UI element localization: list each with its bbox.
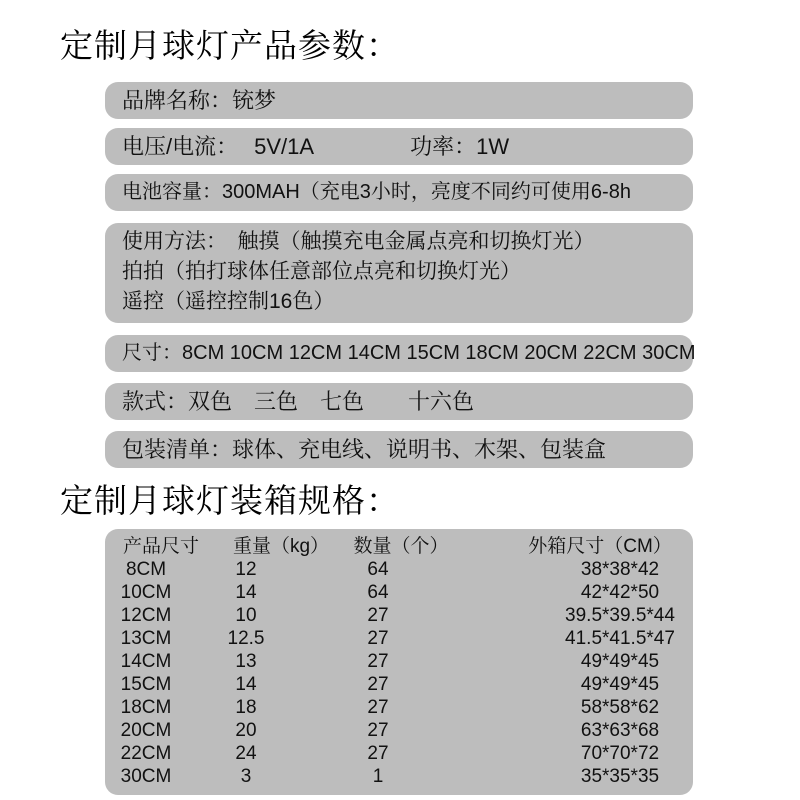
table-row bbox=[105, 673, 693, 696]
cell-quantity: 27 bbox=[367, 674, 389, 695]
cell-product-size: 12CM bbox=[120, 605, 172, 626]
cell-box-size: 38*38*42 bbox=[580, 559, 660, 580]
table-row bbox=[105, 742, 693, 765]
cell-box-size: 42*42*50 bbox=[580, 582, 660, 603]
cell-box-size: 58*58*62 bbox=[580, 697, 660, 718]
spec-bar-sizes bbox=[105, 335, 696, 372]
spec-bar-package bbox=[105, 431, 693, 468]
cell-weight: 14 bbox=[235, 674, 257, 695]
cell-product-size: 30CM bbox=[120, 766, 172, 787]
cell-product-size: 20CM bbox=[120, 720, 172, 741]
voltage-value: 5V/1A bbox=[254, 134, 315, 159]
power-value: 1W bbox=[476, 134, 510, 159]
styles-value: 双色 三色 七色 十六色 bbox=[188, 389, 475, 414]
section-title-packing: 定制月球灯装箱规格： bbox=[60, 482, 400, 519]
cell-weight: 20 bbox=[235, 720, 257, 741]
sizes-value: 8CM 10CM 12CM 14CM 15CM 18CM 20CM 22CM 30CM bbox=[182, 342, 696, 364]
cell-weight: 18 bbox=[235, 697, 257, 718]
cell-box-size: 49*49*45 bbox=[580, 651, 660, 672]
cell-product-size: 8CM bbox=[125, 559, 167, 580]
packing-table bbox=[105, 529, 693, 795]
table-row bbox=[105, 627, 693, 650]
spec-bar-brand bbox=[105, 82, 693, 119]
cell-product-size: 10CM bbox=[120, 582, 172, 603]
cell-weight: 12.5 bbox=[227, 628, 265, 649]
cell-quantity: 27 bbox=[367, 697, 389, 718]
cell-quantity: 64 bbox=[367, 559, 389, 580]
cell-product-size: 18CM bbox=[120, 697, 172, 718]
cell-quantity: 27 bbox=[367, 628, 389, 649]
table-row bbox=[105, 650, 693, 673]
cell-weight: 10 bbox=[235, 605, 257, 626]
styles-label: 款式： bbox=[122, 389, 189, 414]
cell-weight: 3 bbox=[240, 766, 252, 787]
table-row bbox=[105, 558, 693, 581]
cell-weight: 12 bbox=[235, 559, 257, 580]
table-header-row bbox=[105, 535, 693, 558]
table-row bbox=[105, 581, 693, 604]
col-header-box-size: 外箱尺寸（CM） bbox=[528, 536, 672, 557]
cell-box-size: 70*70*72 bbox=[580, 743, 660, 764]
cell-box-size: 39.5*39.5*44 bbox=[565, 605, 675, 626]
cell-quantity: 27 bbox=[367, 720, 389, 741]
package-value: 球体、充电线、说明书、木架、包装盒 bbox=[232, 437, 607, 462]
cell-quantity: 64 bbox=[367, 582, 389, 603]
voltage-label: 电压/电流： bbox=[122, 134, 239, 159]
col-header-weight: 重量（kg） bbox=[232, 536, 330, 557]
cell-product-size: 15CM bbox=[120, 674, 172, 695]
col-header-product-size: 产品尺寸 bbox=[122, 536, 199, 557]
spec-bar-voltage-power bbox=[105, 128, 693, 165]
cell-product-size: 22CM bbox=[120, 743, 172, 764]
cell-quantity: 1 bbox=[372, 766, 384, 787]
cell-quantity: 27 bbox=[367, 605, 389, 626]
power-label: 功率： bbox=[410, 134, 477, 159]
table-row bbox=[105, 719, 693, 742]
cell-quantity: 27 bbox=[367, 651, 389, 672]
cell-box-size: 35*35*35 bbox=[580, 766, 660, 787]
brand-label: 品牌名称： bbox=[122, 88, 233, 113]
sizes-label: 尺寸： bbox=[122, 342, 182, 364]
battery-text: 电池容量：300MAH（充电3小时，亮度不同约可使用6-8h bbox=[122, 181, 631, 203]
cell-weight: 14 bbox=[235, 582, 257, 603]
usage-line-remote: 遥控（遥控控制16色） bbox=[122, 290, 335, 313]
section-title-parameters: 定制月球灯产品参数： bbox=[60, 27, 400, 64]
table-row bbox=[105, 696, 693, 719]
cell-product-size: 14CM bbox=[120, 651, 172, 672]
cell-product-size: 13CM bbox=[120, 628, 172, 649]
table-row bbox=[105, 604, 693, 627]
spec-bar-usage bbox=[105, 223, 693, 323]
cell-weight: 13 bbox=[235, 651, 257, 672]
cell-box-size: 41.5*41.5*47 bbox=[565, 628, 675, 649]
usage-line-pat: 拍拍（拍打球体任意部位点亮和切换灯光） bbox=[122, 260, 521, 283]
cell-quantity: 27 bbox=[367, 743, 389, 764]
cell-box-size: 49*49*45 bbox=[580, 674, 660, 695]
usage-line-touch: 使用方法： 触摸（触摸充电金属点亮和切换灯光） bbox=[122, 230, 595, 253]
cell-weight: 24 bbox=[235, 743, 257, 764]
spec-bar-battery bbox=[105, 174, 693, 211]
table-row bbox=[105, 765, 693, 788]
brand-value: 铳梦 bbox=[232, 88, 277, 113]
cell-box-size: 63*63*68 bbox=[580, 720, 660, 741]
package-label: 包装清单： bbox=[122, 437, 233, 462]
col-header-quantity: 数量（个） bbox=[353, 536, 449, 557]
spec-list bbox=[105, 82, 696, 468]
spec-bar-styles bbox=[105, 383, 693, 420]
